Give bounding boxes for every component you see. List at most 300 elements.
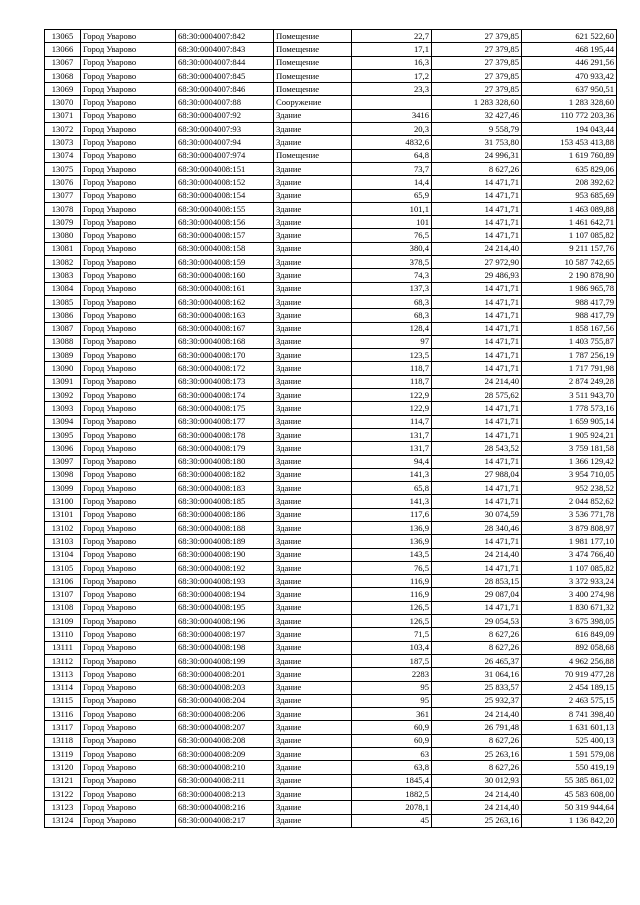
unit-value-cell: 14 471,71 bbox=[432, 216, 522, 229]
city-cell: Город Уварово bbox=[81, 189, 176, 202]
city-cell: Город Уварово bbox=[81, 641, 176, 654]
cadastral-value-cell: 1 403 755,87 bbox=[522, 335, 617, 348]
cadastral-number-cell: 68:30:0004008:213 bbox=[176, 787, 274, 800]
city-cell: Город Уварово bbox=[81, 548, 176, 561]
unit-value-cell: 26 465,37 bbox=[432, 654, 522, 667]
city-cell: Город Уварово bbox=[81, 149, 176, 162]
row-number-cell: 13084 bbox=[45, 282, 81, 295]
city-cell: Город Уварово bbox=[81, 96, 176, 109]
row-number-cell: 13121 bbox=[45, 774, 81, 787]
area-cell: 114,7 bbox=[352, 415, 432, 428]
row-number-cell: 13096 bbox=[45, 442, 81, 455]
city-cell: Город Уварово bbox=[81, 309, 176, 322]
object-type-cell: Здание bbox=[274, 521, 352, 534]
area-cell: 116,9 bbox=[352, 588, 432, 601]
object-type-cell: Здание bbox=[274, 442, 352, 455]
area-cell bbox=[352, 96, 432, 109]
city-cell: Город Уварово bbox=[81, 162, 176, 175]
cadastral-number-cell: 68:30:0004008:210 bbox=[176, 761, 274, 774]
cadastral-value-cell: 1 787 256,19 bbox=[522, 349, 617, 362]
table-row bbox=[45, 681, 617, 694]
cadastral-number-cell: 68:30:0004008:193 bbox=[176, 575, 274, 588]
area-cell: 141,3 bbox=[352, 468, 432, 481]
cadastral-value-cell: 1 858 167,56 bbox=[522, 322, 617, 335]
row-number-cell: 13101 bbox=[45, 508, 81, 521]
area-cell: 94,4 bbox=[352, 455, 432, 468]
row-number-cell: 13106 bbox=[45, 575, 81, 588]
object-type-cell: Помещение bbox=[274, 56, 352, 69]
cadastral-value-cell: 1 778 573,16 bbox=[522, 402, 617, 415]
city-cell: Город Уварово bbox=[81, 801, 176, 814]
city-cell: Город Уварово bbox=[81, 176, 176, 189]
cadastral-value-cell: 637 950,51 bbox=[522, 83, 617, 96]
row-number-cell: 13098 bbox=[45, 468, 81, 481]
object-type-cell: Здание bbox=[274, 654, 352, 667]
area-cell: 76,5 bbox=[352, 561, 432, 574]
unit-value-cell: 25 263,16 bbox=[432, 814, 522, 827]
row-number-cell: 13093 bbox=[45, 402, 81, 415]
row-number-cell: 13069 bbox=[45, 83, 81, 96]
object-type-cell: Здание bbox=[274, 734, 352, 747]
city-cell: Город Уварово bbox=[81, 109, 176, 122]
object-type-cell: Здание bbox=[274, 801, 352, 814]
area-cell: 122,9 bbox=[352, 389, 432, 402]
cadastral-number-cell: 68:30:0004008:199 bbox=[176, 654, 274, 667]
unit-value-cell: 24 214,40 bbox=[432, 375, 522, 388]
cadastral-value-cell: 616 849,09 bbox=[522, 628, 617, 641]
area-cell: 63,8 bbox=[352, 761, 432, 774]
cadastral-value-cell: 9 211 157,76 bbox=[522, 242, 617, 255]
row-number-cell: 13088 bbox=[45, 335, 81, 348]
object-type-cell: Здание bbox=[274, 202, 352, 215]
cadastral-value-cell: 2 874 249,28 bbox=[522, 375, 617, 388]
cadastral-value-cell: 446 291,56 bbox=[522, 56, 617, 69]
unit-value-cell: 14 471,71 bbox=[432, 601, 522, 614]
area-cell: 136,9 bbox=[352, 521, 432, 534]
cadastral-value-cell: 1 107 085,82 bbox=[522, 561, 617, 574]
row-number-cell: 13116 bbox=[45, 708, 81, 721]
area-cell: 378,5 bbox=[352, 256, 432, 269]
unit-value-cell: 32 427,46 bbox=[432, 109, 522, 122]
cadastral-number-cell: 68:30:0004008:217 bbox=[176, 814, 274, 827]
city-cell: Город Уварово bbox=[81, 56, 176, 69]
cadastral-value-cell: 1 830 671,32 bbox=[522, 601, 617, 614]
area-cell: 103,4 bbox=[352, 641, 432, 654]
object-type-cell: Здание bbox=[274, 242, 352, 255]
unit-value-cell: 14 471,71 bbox=[432, 561, 522, 574]
cadastral-number-cell: 68:30:0004007:845 bbox=[176, 69, 274, 82]
table-row bbox=[45, 109, 617, 122]
city-cell: Город Уварово bbox=[81, 202, 176, 215]
cadastral-value-cell: 153 453 413,88 bbox=[522, 136, 617, 149]
row-number-cell: 13080 bbox=[45, 229, 81, 242]
table-row bbox=[45, 801, 617, 814]
cadastral-value-cell: 1 619 760,89 bbox=[522, 149, 617, 162]
object-type-cell: Здание bbox=[274, 349, 352, 362]
object-type-cell: Здание bbox=[274, 668, 352, 681]
unit-value-cell: 27 379,85 bbox=[432, 30, 522, 43]
city-cell: Город Уварово bbox=[81, 561, 176, 574]
row-number-cell: 13068 bbox=[45, 69, 81, 82]
area-cell: 2283 bbox=[352, 668, 432, 681]
row-number-cell: 13074 bbox=[45, 149, 81, 162]
cadastral-number-cell: 68:30:0004007:842 bbox=[176, 30, 274, 43]
unit-value-cell: 29 087,04 bbox=[432, 588, 522, 601]
row-number-cell: 13102 bbox=[45, 521, 81, 534]
table-row bbox=[45, 734, 617, 747]
city-cell: Город Уварово bbox=[81, 681, 176, 694]
area-cell: 141,3 bbox=[352, 495, 432, 508]
object-type-cell: Здание bbox=[274, 309, 352, 322]
area-cell: 23,3 bbox=[352, 83, 432, 96]
row-number-cell: 13110 bbox=[45, 628, 81, 641]
row-number-cell: 13079 bbox=[45, 216, 81, 229]
cadastral-value-cell: 953 685,69 bbox=[522, 189, 617, 202]
cadastral-number-cell: 68:30:0004008:170 bbox=[176, 349, 274, 362]
row-number-cell: 13073 bbox=[45, 136, 81, 149]
object-type-cell: Здание bbox=[274, 216, 352, 229]
table-row bbox=[45, 601, 617, 614]
unit-value-cell: 27 379,85 bbox=[432, 83, 522, 96]
unit-value-cell: 24 214,40 bbox=[432, 242, 522, 255]
area-cell: 126,5 bbox=[352, 615, 432, 628]
area-cell: 101,1 bbox=[352, 202, 432, 215]
area-cell: 73,7 bbox=[352, 162, 432, 175]
table-row bbox=[45, 468, 617, 481]
cadastral-value-cell: 1 283 328,60 bbox=[522, 96, 617, 109]
unit-value-cell: 8 627,26 bbox=[432, 641, 522, 654]
cadastral-value-cell: 3 474 766,40 bbox=[522, 548, 617, 561]
city-cell: Город Уварово bbox=[81, 761, 176, 774]
area-cell: 1882,5 bbox=[352, 787, 432, 800]
cadastral-number-cell: 68:30:0004007:846 bbox=[176, 83, 274, 96]
unit-value-cell: 29 054,53 bbox=[432, 615, 522, 628]
table-row bbox=[45, 256, 617, 269]
row-number-cell: 13112 bbox=[45, 654, 81, 667]
cadastral-number-cell: 68:30:0004008:206 bbox=[176, 708, 274, 721]
table-row bbox=[45, 628, 617, 641]
cadastral-value-cell: 468 195,44 bbox=[522, 43, 617, 56]
row-number-cell: 13075 bbox=[45, 162, 81, 175]
cadastral-value-cell: 50 319 944,64 bbox=[522, 801, 617, 814]
city-cell: Город Уварово bbox=[81, 535, 176, 548]
object-type-cell: Здание bbox=[274, 282, 352, 295]
area-cell: 68,3 bbox=[352, 295, 432, 308]
row-number-cell: 13089 bbox=[45, 349, 81, 362]
row-number-cell: 13100 bbox=[45, 495, 81, 508]
row-number-cell: 13118 bbox=[45, 734, 81, 747]
area-cell: 74,3 bbox=[352, 269, 432, 282]
city-cell: Город Уварово bbox=[81, 668, 176, 681]
cadastral-number-cell: 68:30:0004008:207 bbox=[176, 721, 274, 734]
table-row bbox=[45, 721, 617, 734]
cadastral-number-cell: 68:30:0004008:155 bbox=[176, 202, 274, 215]
area-cell: 95 bbox=[352, 681, 432, 694]
unit-value-cell: 14 471,71 bbox=[432, 362, 522, 375]
city-cell: Город Уварово bbox=[81, 83, 176, 96]
city-cell: Город Уварово bbox=[81, 43, 176, 56]
cadastral-number-cell: 68:30:0004008:175 bbox=[176, 402, 274, 415]
city-cell: Город Уварово bbox=[81, 136, 176, 149]
cadastral-number-cell: 68:30:0004008:203 bbox=[176, 681, 274, 694]
cadastral-value-table bbox=[44, 29, 617, 828]
unit-value-cell: 8 627,26 bbox=[432, 628, 522, 641]
object-type-cell: Здание bbox=[274, 402, 352, 415]
row-number-cell: 13108 bbox=[45, 601, 81, 614]
city-cell: Город Уварово bbox=[81, 428, 176, 441]
cadastral-number-cell: 68:30:0004008:157 bbox=[176, 229, 274, 242]
city-cell: Город Уварово bbox=[81, 734, 176, 747]
area-cell: 2078,1 bbox=[352, 801, 432, 814]
cadastral-value-cell: 1 461 642,71 bbox=[522, 216, 617, 229]
object-type-cell: Здание bbox=[274, 375, 352, 388]
object-type-cell: Сооружение bbox=[274, 96, 352, 109]
unit-value-cell: 25 833,57 bbox=[432, 681, 522, 694]
row-number-cell: 13076 bbox=[45, 176, 81, 189]
object-type-cell: Помещение bbox=[274, 30, 352, 43]
area-cell: 128,4 bbox=[352, 322, 432, 335]
object-type-cell: Здание bbox=[274, 814, 352, 827]
cadastral-number-cell: 68:30:0004008:152 bbox=[176, 176, 274, 189]
cadastral-number-cell: 68:30:0004007:94 bbox=[176, 136, 274, 149]
unit-value-cell: 14 471,71 bbox=[432, 295, 522, 308]
row-number-cell: 13113 bbox=[45, 668, 81, 681]
table-row bbox=[45, 774, 617, 787]
unit-value-cell: 14 471,71 bbox=[432, 309, 522, 322]
area-cell: 97 bbox=[352, 335, 432, 348]
object-type-cell: Здание bbox=[274, 615, 352, 628]
object-type-cell: Здание bbox=[274, 535, 352, 548]
cadastral-number-cell: 68:30:0004008:179 bbox=[176, 442, 274, 455]
unit-value-cell: 8 627,26 bbox=[432, 734, 522, 747]
city-cell: Город Уварово bbox=[81, 295, 176, 308]
row-number-cell: 13097 bbox=[45, 455, 81, 468]
cadastral-number-cell: 68:30:0004008:211 bbox=[176, 774, 274, 787]
area-cell: 17,1 bbox=[352, 43, 432, 56]
object-type-cell: Помещение bbox=[274, 149, 352, 162]
unit-value-cell: 28 575,62 bbox=[432, 389, 522, 402]
cadastral-value-cell: 470 933,42 bbox=[522, 69, 617, 82]
table-row bbox=[45, 242, 617, 255]
area-cell: 60,9 bbox=[352, 721, 432, 734]
area-cell: 65,9 bbox=[352, 189, 432, 202]
city-cell: Город Уварово bbox=[81, 389, 176, 402]
cadastral-value-cell: 988 417,79 bbox=[522, 309, 617, 322]
area-cell: 14,4 bbox=[352, 176, 432, 189]
cadastral-number-cell: 68:30:0004008:161 bbox=[176, 282, 274, 295]
cadastral-number-cell: 68:30:0004008:163 bbox=[176, 309, 274, 322]
cadastral-value-cell: 3 511 943,70 bbox=[522, 389, 617, 402]
table-row bbox=[45, 123, 617, 136]
city-cell: Город Уварово bbox=[81, 269, 176, 282]
area-cell: 116,9 bbox=[352, 575, 432, 588]
object-type-cell: Здание bbox=[274, 295, 352, 308]
table-row bbox=[45, 787, 617, 800]
table-row bbox=[45, 615, 617, 628]
cadastral-number-cell: 68:30:0004007:843 bbox=[176, 43, 274, 56]
cadastral-value-cell: 194 043,44 bbox=[522, 123, 617, 136]
cadastral-number-cell: 68:30:0004008:178 bbox=[176, 428, 274, 441]
area-cell: 16,3 bbox=[352, 56, 432, 69]
cadastral-number-cell: 68:30:0004008:168 bbox=[176, 335, 274, 348]
object-type-cell: Здание bbox=[274, 109, 352, 122]
object-type-cell: Здание bbox=[274, 189, 352, 202]
table-row bbox=[45, 521, 617, 534]
table-row bbox=[45, 269, 617, 282]
city-cell: Город Уварово bbox=[81, 229, 176, 242]
area-cell: 380,4 bbox=[352, 242, 432, 255]
table-row bbox=[45, 189, 617, 202]
unit-value-cell: 14 471,71 bbox=[432, 415, 522, 428]
object-type-cell: Здание bbox=[274, 455, 352, 468]
table-row bbox=[45, 216, 617, 229]
table-row bbox=[45, 30, 617, 43]
unit-value-cell: 14 471,71 bbox=[432, 402, 522, 415]
cadastral-number-cell: 68:30:0004008:167 bbox=[176, 322, 274, 335]
object-type-cell: Здание bbox=[274, 495, 352, 508]
table-row bbox=[45, 136, 617, 149]
city-cell: Город Уварово bbox=[81, 694, 176, 707]
table-row bbox=[45, 282, 617, 295]
cadastral-value-cell: 1 986 965,78 bbox=[522, 282, 617, 295]
object-type-cell: Здание bbox=[274, 335, 352, 348]
unit-value-cell: 28 853,15 bbox=[432, 575, 522, 588]
unit-value-cell: 14 471,71 bbox=[432, 535, 522, 548]
cadastral-number-cell: 68:30:0004008:208 bbox=[176, 734, 274, 747]
unit-value-cell: 14 471,71 bbox=[432, 189, 522, 202]
table-row bbox=[45, 56, 617, 69]
object-type-cell: Здание bbox=[274, 774, 352, 787]
cadastral-number-cell: 68:30:0004008:158 bbox=[176, 242, 274, 255]
row-number-cell: 13083 bbox=[45, 269, 81, 282]
unit-value-cell: 25 263,16 bbox=[432, 748, 522, 761]
row-number-cell: 13077 bbox=[45, 189, 81, 202]
city-cell: Город Уварово bbox=[81, 256, 176, 269]
cadastral-number-cell: 68:30:0004008:194 bbox=[176, 588, 274, 601]
object-type-cell: Здание bbox=[274, 601, 352, 614]
table-row bbox=[45, 322, 617, 335]
table-row bbox=[45, 176, 617, 189]
table-row bbox=[45, 202, 617, 215]
row-number-cell: 13078 bbox=[45, 202, 81, 215]
cadastral-number-cell: 68:30:0004008:154 bbox=[176, 189, 274, 202]
cadastral-number-cell: 68:30:0004008:190 bbox=[176, 548, 274, 561]
city-cell: Город Уварово bbox=[81, 814, 176, 827]
object-type-cell: Здание bbox=[274, 787, 352, 800]
object-type-cell: Здание bbox=[274, 575, 352, 588]
cadastral-number-cell: 68:30:0004008:201 bbox=[176, 668, 274, 681]
area-cell: 136,9 bbox=[352, 535, 432, 548]
row-number-cell: 13094 bbox=[45, 415, 81, 428]
table-row bbox=[45, 508, 617, 521]
cadastral-value-cell: 10 587 742,65 bbox=[522, 256, 617, 269]
city-cell: Город Уварово bbox=[81, 508, 176, 521]
table-row bbox=[45, 362, 617, 375]
area-cell: 131,7 bbox=[352, 428, 432, 441]
area-cell: 126,5 bbox=[352, 601, 432, 614]
row-number-cell: 13099 bbox=[45, 482, 81, 495]
row-number-cell: 13081 bbox=[45, 242, 81, 255]
object-type-cell: Здание bbox=[274, 681, 352, 694]
area-cell: 45 bbox=[352, 814, 432, 827]
city-cell: Город Уварово bbox=[81, 787, 176, 800]
city-cell: Город Уварово bbox=[81, 615, 176, 628]
cadastral-value-cell: 4 962 256,88 bbox=[522, 654, 617, 667]
object-type-cell: Здание bbox=[274, 136, 352, 149]
unit-value-cell: 27 379,85 bbox=[432, 43, 522, 56]
area-cell: 117,6 bbox=[352, 508, 432, 521]
cadastral-value-cell: 110 772 203,36 bbox=[522, 109, 617, 122]
table-row bbox=[45, 575, 617, 588]
city-cell: Город Уварово bbox=[81, 123, 176, 136]
cadastral-number-cell: 68:30:0004008:209 bbox=[176, 748, 274, 761]
area-cell: 20,3 bbox=[352, 123, 432, 136]
cadastral-value-cell: 2 044 852,62 bbox=[522, 495, 617, 508]
cadastral-number-cell: 68:30:0004008:172 bbox=[176, 362, 274, 375]
city-cell: Город Уварово bbox=[81, 628, 176, 641]
unit-value-cell: 24 214,40 bbox=[432, 548, 522, 561]
object-type-cell: Здание bbox=[274, 415, 352, 428]
cadastral-number-cell: 68:30:0004008:182 bbox=[176, 468, 274, 481]
cadastral-value-cell: 1 905 924,21 bbox=[522, 428, 617, 441]
object-type-cell: Здание bbox=[274, 428, 352, 441]
cadastral-value-cell: 45 583 608,00 bbox=[522, 787, 617, 800]
city-cell: Город Уварово bbox=[81, 242, 176, 255]
area-cell: 4832,6 bbox=[352, 136, 432, 149]
area-cell: 143,5 bbox=[352, 548, 432, 561]
unit-value-cell: 8 627,26 bbox=[432, 761, 522, 774]
city-cell: Город Уварово bbox=[81, 495, 176, 508]
row-number-cell: 13111 bbox=[45, 641, 81, 654]
object-type-cell: Здание bbox=[274, 721, 352, 734]
cadastral-number-cell: 68:30:0004008:196 bbox=[176, 615, 274, 628]
object-type-cell: Здание bbox=[274, 322, 352, 335]
unit-value-cell: 28 340,46 bbox=[432, 521, 522, 534]
cadastral-value-cell: 3 879 808,97 bbox=[522, 521, 617, 534]
city-cell: Город Уварово bbox=[81, 721, 176, 734]
cadastral-number-cell: 68:30:0004007:92 bbox=[176, 109, 274, 122]
row-number-cell: 13114 bbox=[45, 681, 81, 694]
table-row bbox=[45, 335, 617, 348]
row-number-cell: 13066 bbox=[45, 43, 81, 56]
unit-value-cell: 28 543,52 bbox=[432, 442, 522, 455]
object-type-cell: Здание bbox=[274, 482, 352, 495]
city-cell: Город Уварово bbox=[81, 442, 176, 455]
cadastral-value-cell: 1 366 129,42 bbox=[522, 455, 617, 468]
table-row bbox=[45, 149, 617, 162]
cadastral-value-cell: 1 136 842,20 bbox=[522, 814, 617, 827]
unit-value-cell: 14 471,71 bbox=[432, 335, 522, 348]
unit-value-cell: 26 791,48 bbox=[432, 721, 522, 734]
city-cell: Город Уварово bbox=[81, 322, 176, 335]
unit-value-cell: 31 753,80 bbox=[432, 136, 522, 149]
table-row bbox=[45, 588, 617, 601]
object-type-cell: Здание bbox=[274, 628, 352, 641]
city-cell: Город Уварово bbox=[81, 455, 176, 468]
cadastral-number-cell: 68:30:0004008:195 bbox=[176, 601, 274, 614]
city-cell: Город Уварово bbox=[81, 375, 176, 388]
cadastral-number-cell: 68:30:0004007:844 bbox=[176, 56, 274, 69]
table-row bbox=[45, 535, 617, 548]
city-cell: Город Уварово bbox=[81, 708, 176, 721]
area-cell: 361 bbox=[352, 708, 432, 721]
cadastral-number-cell: 68:30:0004008:192 bbox=[176, 561, 274, 574]
row-number-cell: 13082 bbox=[45, 256, 81, 269]
area-cell: 1845,4 bbox=[352, 774, 432, 787]
area-cell: 64,8 bbox=[352, 149, 432, 162]
cadastral-number-cell: 68:30:0004007:974 bbox=[176, 149, 274, 162]
unit-value-cell: 27 379,85 bbox=[432, 69, 522, 82]
